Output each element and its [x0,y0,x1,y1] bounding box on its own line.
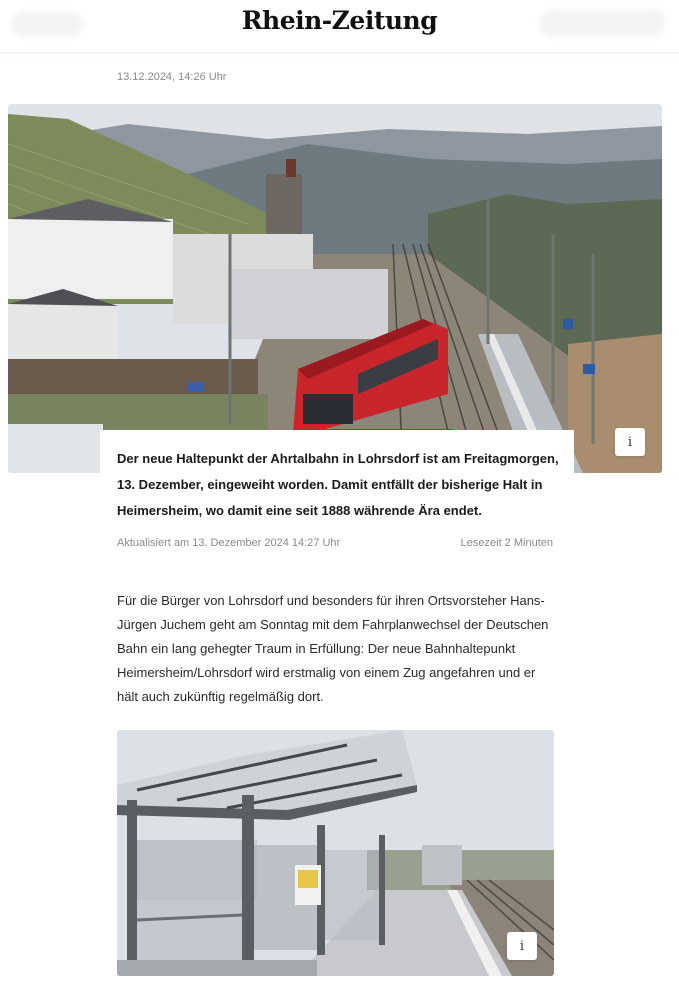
site-header [0,0,679,53]
info-icon: i [627,434,633,450]
photo2-info-button[interactable] [507,932,537,960]
info-icon: i [519,938,525,954]
publish-timestamp: 13.12.2024, 14:26 Uhr [117,71,227,83]
hero-image[interactable] [8,104,662,473]
updated-timestamp: Aktualisiert am 13. Dezember 2024 14:27 Uhr [117,537,341,549]
article-body-paragraph: Für die Bürger von Lohrsdorf und besonders für ihren Ortsvorsteher Hans-Jürgen Juchem geht am Sonntag mit dem Fahrplanwechsel der Deutschen Bahn ein lang gehegter Traum in Erfüllung: Der neue Bahnhaltepunkt Heimersheim/Lohrsdorf wird erstmalig von einem Zug angefahren und er hält auch zukünftig regelmäßig dort. [117,593,549,704]
hero-info-button[interactable] [615,428,645,456]
site-logo[interactable]: Rhein-Zeitung [241,6,438,35]
article-image-shelter[interactable] [117,730,554,976]
image-caption: Der neue Haltepunkt der Ahrtalbahn in Lohrsdorf ist am Freitagmorgen, 13. Dezember, eingeweiht worden. Damit entfällt der bisherige Halt in Heimersheim, wo damit eine seit 1888 währende Ära endet. [117,451,559,518]
reading-time: Lesezeit 2 Minuten [460,537,553,549]
